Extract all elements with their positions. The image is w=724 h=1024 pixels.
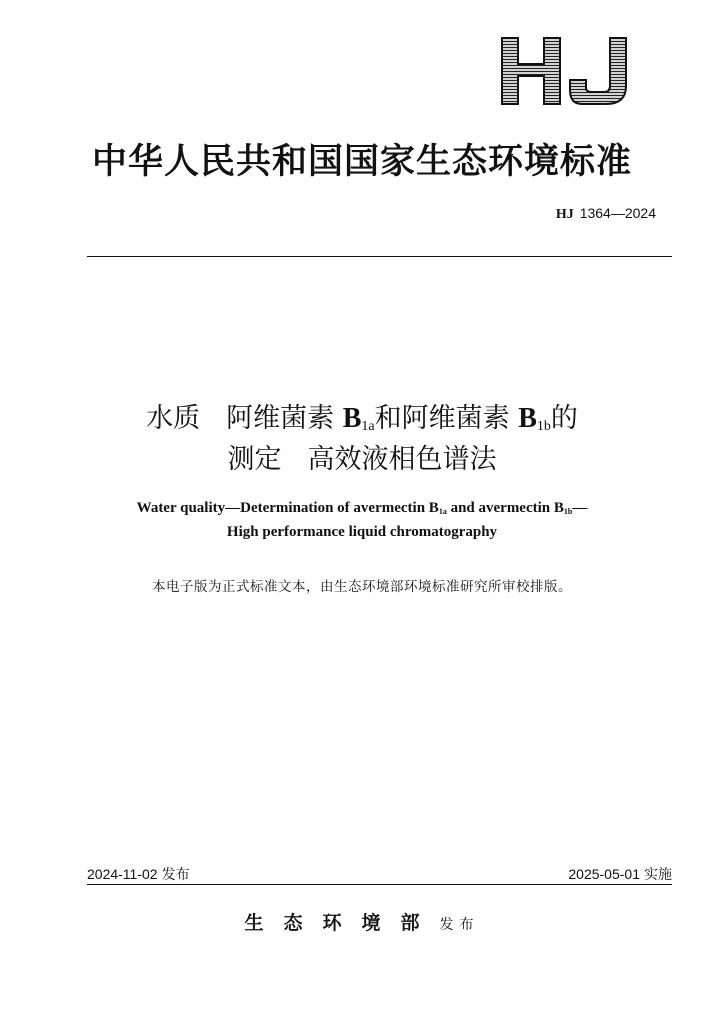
effective-label: 实施 [644,867,672,883]
chinese-title-line-1 [0,396,724,435]
cn-title-subscript: 1a [361,419,375,434]
english-title-line-1 [0,500,724,517]
issuer-action: 发布 [439,917,480,933]
en-title-part: — [572,500,588,516]
top-divider [87,256,672,257]
issuer-line [0,908,724,935]
bottom-divider [87,884,672,885]
issue-date [87,864,190,884]
en-title-part: Water quality—Determination of avermectin B [136,500,439,516]
electronic-edition-note: 本电子版为正式标准文本，由生态环境部环境标准研究所审校排版。 [152,579,572,595]
en-title-subscript: 1b [563,507,573,516]
standard-number [556,205,656,223]
effective-date [568,864,672,884]
en-title-part: and avermectin B [446,500,564,516]
org-title: 中华人民共和国国家生态环境标准 [91,141,632,182]
en-title-subscript: 1a [438,507,447,516]
cn-title-subscript: 1b [536,419,551,434]
cn-title-part: 测定 [227,444,282,475]
cn-title-part: 的 [550,403,578,434]
issue-label: 发布 [161,867,190,883]
hj-logo [498,34,634,108]
cn-title-part: 高效液相色谱法 [307,444,497,475]
chinese-title-line-2 [0,437,724,476]
english-title-line-2: High performance liquid chromatography [226,524,498,540]
effective-date-value: 2025-05-01 [568,866,640,882]
cn-title-part: 和阿维菌素 [374,403,510,434]
cn-title-part: 水质 [146,403,201,434]
standard-prefix: HJ [555,207,574,222]
cn-title-b-letter: B [342,403,362,434]
issuer-name: 生态环境部 [244,912,440,934]
cn-title-b-letter: B [518,403,537,434]
cn-title-part: 阿维菌素 [226,403,335,434]
issue-date-value: 2024-11-02 [87,866,158,882]
standard-code: 1364—2024 [579,205,656,221]
